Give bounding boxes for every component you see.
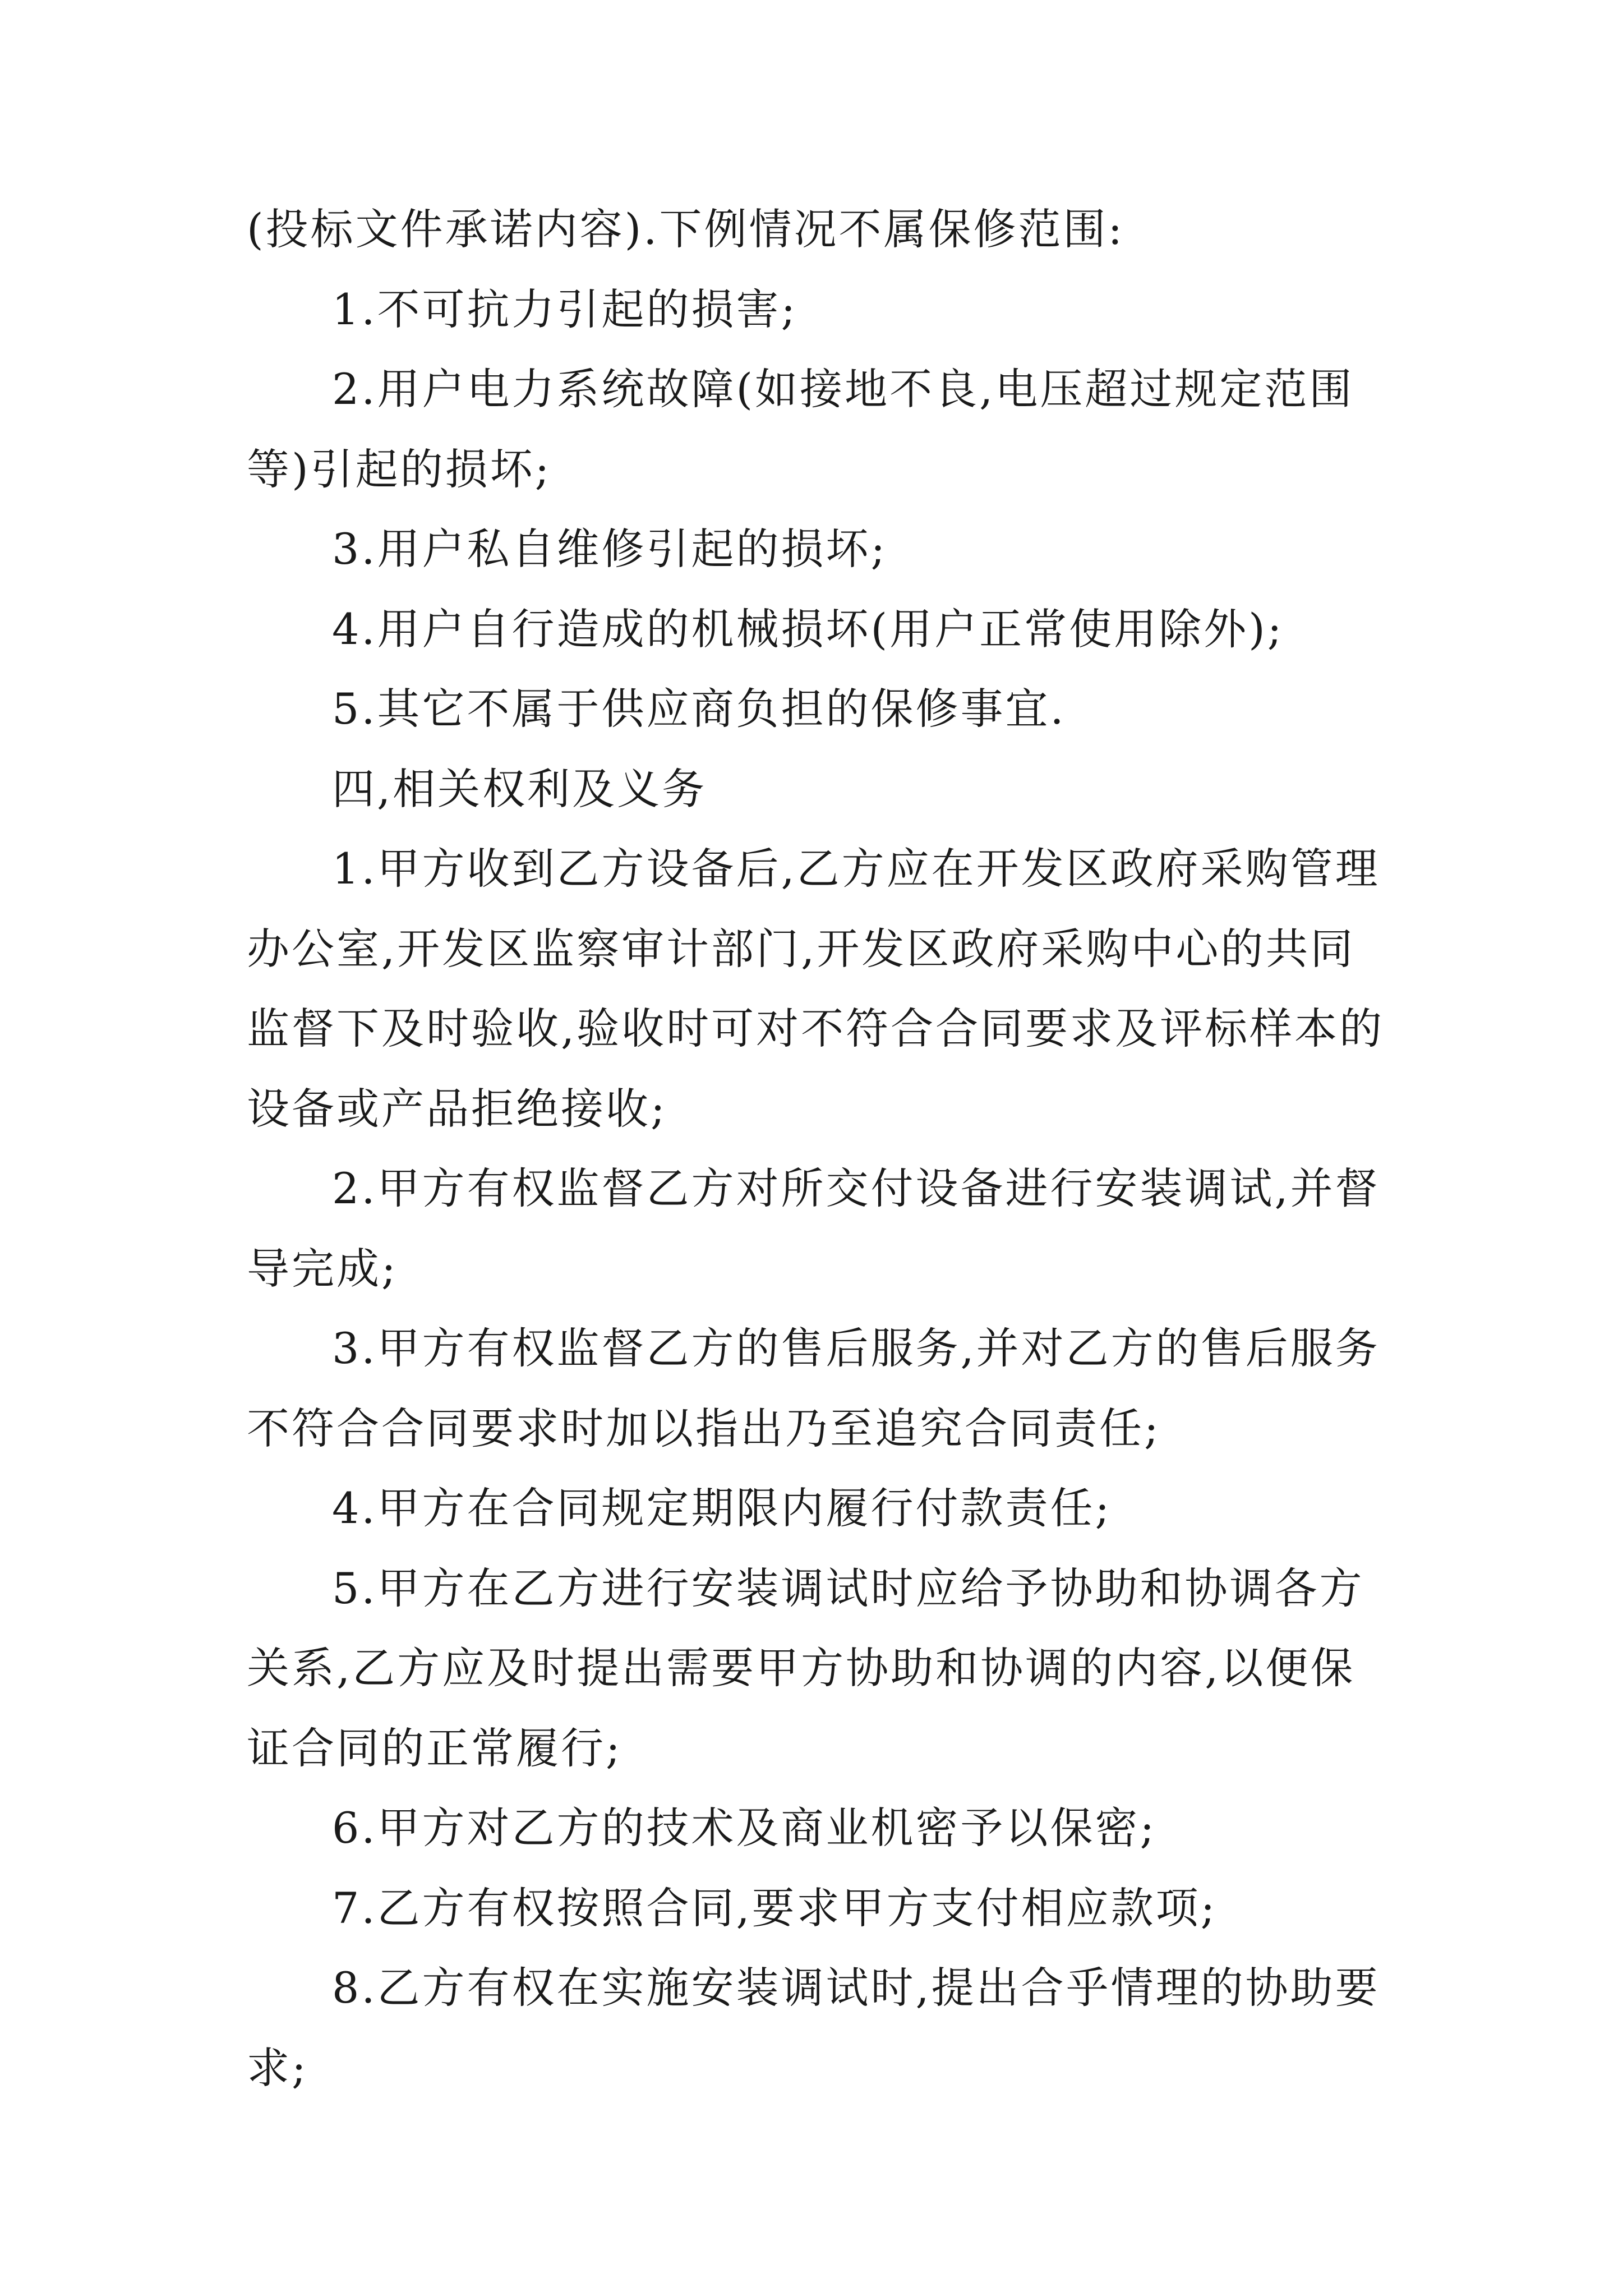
- paragraph-right-3: 3.甲方有权监督乙方的售后服务,并对乙方的售后服务不符合合同要求时加以指出乃至追究合同责任;: [247, 1323, 1380, 1453]
- paragraph-exclusion-5: 5.其它不属于供应商负担的保修事宜.: [332, 684, 1066, 734]
- paragraph-warranty-exclusions-intro: (投标文件承诺内容).下例情况不属保修范围:: [247, 204, 1125, 254]
- paragraph-right-2: 2.甲方有权监督乙方对所交付设备进行安装调试,并督导完成;: [247, 1163, 1380, 1294]
- paragraph-exclusion-1: 1.不可抗力引起的损害;: [332, 284, 798, 334]
- paragraph-right-6: 6.甲方对乙方的技术及商业机密予以保密;: [332, 1803, 1157, 1853]
- paragraph-right-5: 5.甲方在乙方进行安装调试时应给予协助和协调各方关系,乙方应及时提出需要甲方协助和协调的内容,以便保证合同的正常履行;: [247, 1563, 1364, 1773]
- paragraph-exclusion-4: 4.用户自行造成的机械损坏(用户正常使用除外);: [332, 604, 1284, 654]
- paragraph-right-7: 7.乙方有权按照合同,要求甲方支付相应款项;: [332, 1883, 1218, 1933]
- paragraph-right-8: 8.乙方有权在实施安装调试时,提出合乎情理的协助要求;: [247, 1963, 1380, 2093]
- paragraph-right-1: 1.甲方收到乙方设备后,乙方应在开发区政府采购管理办公室,开发区监察审计部门,开发区政府采购中心的共同监督下及时验收,验收时可对不符合合同要求及评标样本的设备或产品拒绝接收;: [247, 844, 1385, 1134]
- paragraph-exclusion-2: 2.用户电力系统故障(如接地不良,电压超过规定范围等)引起的损坏;: [247, 364, 1354, 494]
- paragraph-exclusion-3: 3.用户私自维修引起的损坏;: [332, 524, 888, 574]
- document-body: [247, 190, 1391, 2108]
- paragraph-right-4: 4.甲方在合同规定期限内履行付款责任;: [332, 1483, 1112, 1533]
- section-heading-rights-obligations: 四,相关权利及义务: [332, 763, 707, 814]
